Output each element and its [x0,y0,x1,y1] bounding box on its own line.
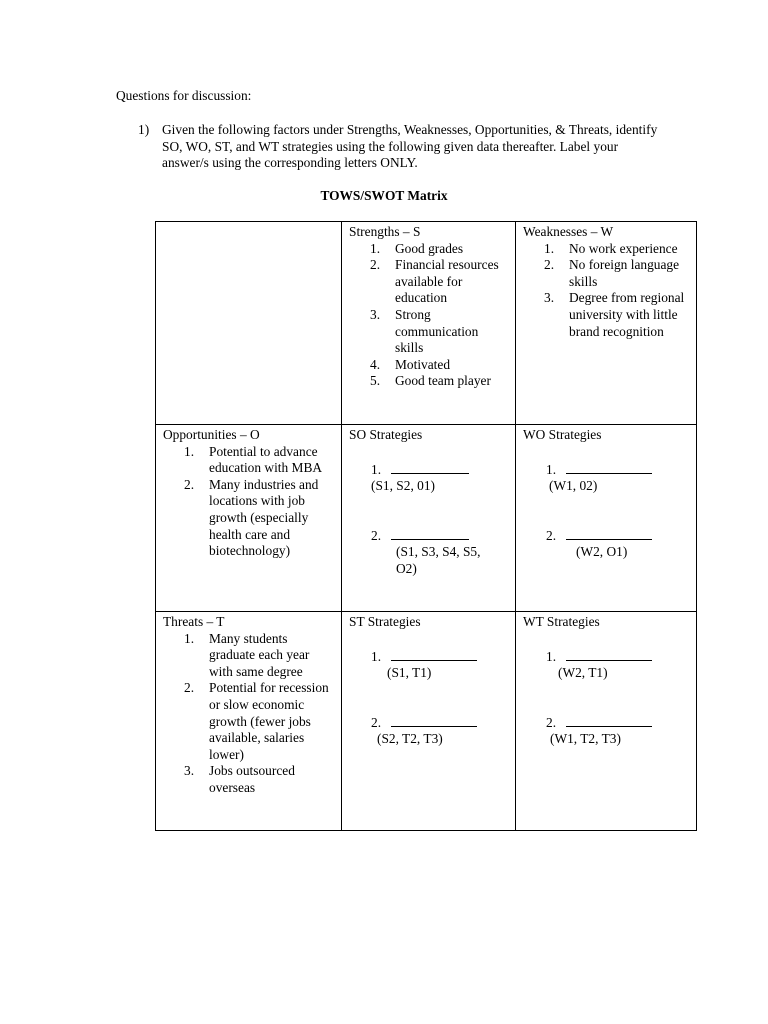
st-answer-2-line: 2. [371,714,477,732]
wt-strategies-header: WT Strategies [523,614,600,629]
list-item: 1. Good grades [370,240,464,256]
list-item: 1. Many students graduate each year with same degree [184,630,310,679]
answer-blank[interactable] [566,714,652,727]
opportunities-header: Opportunities – O [163,427,260,442]
list-item: 3. Degree from regional university with little brand recognition [544,290,685,339]
st-answer-1-line: 1. [371,648,477,666]
wo-answer-1-label: (W1, 02) [549,477,598,493]
answer-blank[interactable] [391,461,469,474]
threats-cell [156,612,342,831]
st-strategies-cell [342,612,516,831]
list-item: 2. Many industries and locations with job growth (especially health care and biotechnology) [184,476,319,559]
question-text: Given the following factors under Strengths, Weaknesses, Opportunities, & Threats, identify SO, WO, ST, and WT strategies using the following given data thereafter. Label your answer/s using the corresponding letters ONLY. [162,122,658,171]
list-item: 1. Potential to advance education with MBA [184,443,323,476]
empty-corner-cell [156,222,342,425]
strengths-list [349,241,509,390]
opportunities-cell [156,425,342,612]
so-strategies-header: SO Strategies [349,427,423,442]
strengths-header: Strengths – S [349,224,421,239]
so-answer-2-line: 2. [371,527,469,545]
wt-answer-1-label: (W2, T1) [558,664,608,680]
answer-blank[interactable] [566,648,652,661]
so-answer-2-label-cont: O2) [396,560,417,576]
answer-blank[interactable] [391,714,477,727]
so-answer-1-line: 1. [371,461,469,479]
list-item: 2. Potential for recession or slow economic growth (fewer jobs available, salaries lower) [184,680,329,762]
list-item: 1. No work experience [544,240,678,256]
weaknesses-header: Weaknesses – W [523,224,614,239]
so-strategies-cell [342,425,516,612]
list-item: 5. Good team player [370,373,491,389]
answer-blank[interactable] [566,461,652,474]
wo-answer-2-label: (W2, O1) [576,543,628,559]
list-item: 4. Motivated [370,356,451,372]
wo-answer-2-line: 2. [546,527,652,545]
answer-blank[interactable] [391,527,469,540]
wo-answer-1-line: 1. [546,461,652,479]
weaknesses-cell [516,222,697,425]
intro-heading: Questions for discussion: [116,88,252,103]
matrix-title-text: TOWS/SWOT Matrix [320,188,448,203]
wt-answer-2-label: (W1, T2, T3) [550,730,621,746]
wo-strategies-header: WO Strategies [523,427,602,442]
answer-blank[interactable] [566,527,652,540]
tows-matrix [155,221,697,831]
st-strategies-header: ST Strategies [349,614,421,629]
so-answer-2-label: (S1, S3, S4, S5, [396,543,481,559]
wt-answer-2-line: 2. [546,714,652,732]
list-item: 2. No foreign language skills [544,257,680,289]
wo-strategies-cell [516,425,697,612]
opportunities-list [163,444,335,560]
list-item: 3. Strong communication skills [370,306,479,356]
so-answer-1-label: (S1, S2, 01) [371,477,435,493]
wt-strategies-cell [516,612,697,831]
weaknesses-list [523,241,690,341]
threats-list [163,631,335,797]
threats-header: Threats – T [163,614,225,629]
list-item: 3. Jobs outsourced overseas [184,763,295,795]
question-number: 1) [138,122,150,137]
matrix-title [0,188,768,205]
st-answer-2-label: (S2, T2, T3) [377,730,443,746]
list-item: 2. Financial resources available for education [370,257,499,306]
answer-blank[interactable] [391,648,477,661]
wt-answer-1-line: 1. [546,648,652,666]
st-answer-1-label: (S1, T1) [387,664,432,680]
strengths-cell [342,222,516,425]
